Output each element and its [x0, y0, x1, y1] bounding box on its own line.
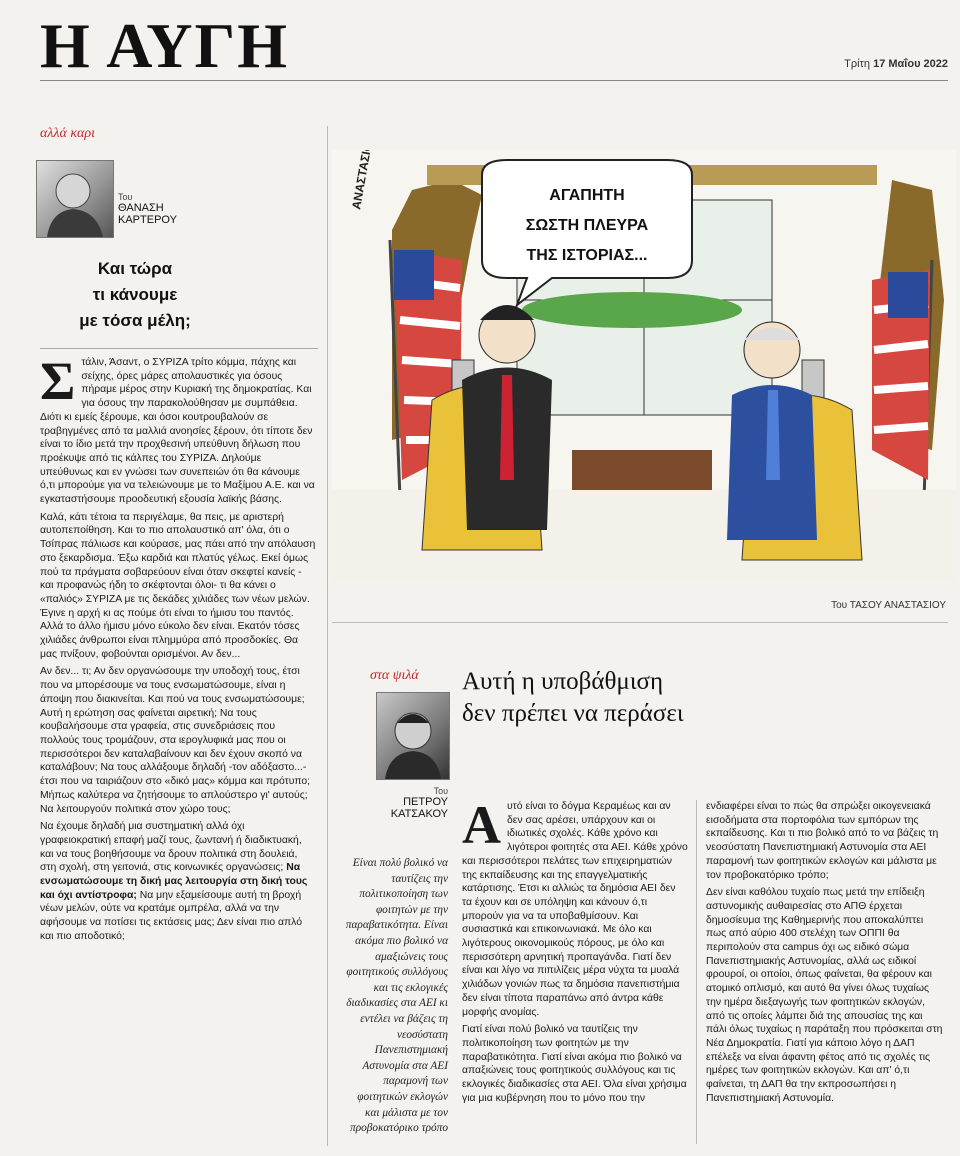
- cartoon-drawing: [332, 150, 956, 582]
- section-divider: [332, 622, 948, 623]
- article-title: [40, 256, 230, 334]
- issue-weekday: Τρίτη: [844, 58, 871, 70]
- paragraph: Καλά, κάτι τέτοια τα περιγέλαμε, θα πεις, με αριστερή αυτοπεποίθηση. Και το πιο απολαυστικό απ' όλα, ότι ο Τσίπρας πάλιωσε και κούρασε, μας πάει από την απόλαυση στο ξεκαρδισμα. Έξω καρδιά και πλατύς γέλως. Εκεί όμως πού τα πράγματα σοβαρεύουν είναι όταν σκεφτεί κανείς - και προφανώς ήδη το σκέφτονται όλοι- τι θα κάνει ο «παλιός» ΣΥΡΙΖΑ με τις δεκάδες χιλιάδες των νέων μελών. Έγινε η αρχή κι ας πούμε ότι είναι το ήμισυ του παντός. Αλλά το άλλο ήμισυ μόνο εύκολο δεν είναι. Εκατόν τόσες χιλιάδες άνθρωποι είναι πλημμύρα από προσδοκίες. Θα μας πνίξουν, φοβούνται ορισμένοι. Αν δεν...: [40, 511, 316, 660]
- paragraph: [40, 820, 316, 943]
- paragraph-text: Να μην εξαμείσουμε αυτή τη βροχή νέων μελών, ούτε να κρατάμε ομπρέλα, αλλά να την αφήσουμε να ποτίσει τις εκτάσεις μας; Δεν είναι πιο απλό και πιο αποδοτικό;: [40, 889, 302, 942]
- author-photo: [376, 692, 450, 780]
- article-title-line-1: Αυτή η υποβάθμιση: [462, 668, 664, 695]
- speech-line-1: ΑΓΑΠΗΤΗ: [549, 187, 625, 204]
- cartoon-credit-name: ΤΑΣΟΥ ΑΝΑΣΤΑΣΙΟΥ: [849, 600, 946, 611]
- byline-last-name: ΚΑΡΤΕΡΟΥ: [118, 214, 177, 226]
- byline-prefix: Του: [118, 192, 133, 202]
- author-photo: [36, 160, 114, 238]
- article-title-line-1: Και τώρα: [97, 259, 173, 278]
- paragraph: [462, 800, 688, 1019]
- column-kicker: στα ψιλά: [370, 668, 419, 683]
- column-rule: [327, 126, 328, 1146]
- article-title-line-2: δεν πρέπει να περάσει: [462, 700, 684, 727]
- speech-line-2: ΣΩΣΤΗ ΠΛΕΥΡΑ: [525, 217, 649, 234]
- byline-first-name: ΠΕΤΡΟΥ: [403, 796, 448, 808]
- speech-line-3: ΤΗΣ ΙΣΤΟΡΙΑΣ...: [526, 247, 648, 264]
- issue-date: [844, 58, 948, 70]
- author-silhouette-icon: [377, 693, 449, 779]
- paragraph-text: τάλιν, Άσαντ, ο ΣΥΡΙΖΑ τρίτο κόμμα, πάχης και σείχης, όρες μάρες απολαυστικές για όσους πήραμε μέρος στην Κυριακή της δημοκρατίας. Και για όσους την παρακολούθησαν με συμπάθεια. Διότι κι εμείς ξέρουμε, και όσοι κουτρουβαλούν σε τραβηγμένες από τα μαλλιά ανοησίες ξέρουν, ότι τίποτε δεν είναι το ίδιο μετά την προχθεσινή υπεύθυνη δήλωση που προέκυψε από τις κάλπες του ΣΥΡΙΖΑ. Δηλούμε υπεύθυνως και εν γνώσει των συνεπειών ότι θα κάνουμε ό,τι μπορούμε για να τελειώνουμε με το Μαξίμου Α.Ε. και να εγκαταστήσουμε προοδευτική εξουσία λαϊκής βάσης.: [40, 357, 315, 506]
- paragraph: Δεν είναι καθόλου τυχαίο πως μετά την επίδειξη αστυνομικής αυθαιρεσίας στο ΑΠΘ έρχεται δημοσίευμα της Καθημερινής που αποκαλύπτει πως από αύριο 400 στελέχη των ΟΠΠΙ θα περιπολούν στα campus όχι ως ειδικό σώμα Πανεπιστημιακής Αστυνομίας, αλλά ως ειδικοί φρουροί, οι οποίοι, όπως φαίνεται, θα φέρουν και ατομικό οπλισμό, και αυτό θα γίνει όλως τυχαίως την ημέρα διεξαγωγής των φοιτητικών εκλογών, από τις οποίες λάμπει διά της απουσίας της και πάλι όλως τυχαίως η παράταξη που πρόσκειται στη Νέα Δημοκρατία. Γιατί για κάποιο λόγο η ΔΑΠ επέλεξε να είναι άφαντη φέτος από τις σχολές τις ημέρες των φοιτητικών εκλογών. Και απ' ό,τι φαίνεται, τη ΔΑΠ θα την εκπροσωπήσει η Πανεπιστημιακή Αστυνομία.: [706, 887, 943, 1104]
- article-title-line-2: τι κάνουμε: [92, 285, 178, 304]
- left-article-body: [40, 356, 316, 1146]
- pull-quote: Είναι πολύ βολικό να ταυτίζεις την πολιτικοποίηση των φοιτητών με την παραβατικότητα. Είναι ακόμα πιο βολικό να αμαξιώνεις τους φοιτητικούς συλλόγους και τις εκλογικές διαδικασίες στα ΑΕΙ κι εντέλει να βάζεις τη νεοσύστατη Πανεπιστημιακή Αστυνομία στα ΑΕΙ παραμονή των φοιτητικών εκλογών και μάλιστα με τον προβοκατόρικο τρόπο: [345, 857, 448, 1135]
- bold-emphasis: Να ενσωματώσουμε τη δική μας λειτουργία στη δική τους και όχι αντίστροφα;: [40, 862, 308, 901]
- paragraph-text: υτό είναι το δόγμα Κεραμέως και αν δεν σας αρέσει, υπάρχουν και οι ιδιωτικές σχολές. Κάθε χρόνο και λιγότεροι φοιτητές στα ΑΕΙ. Κάθε χρόνο και περισσότεροι πελάτες των επιχειρηματιών της εκπαίδευσης και της επαγγελματικής κατάρτισης. Έτσι κι αλλιώς τα δημόσια ΑΕΙ δεν τα έχουν και σε υπόληψη και κάνουν ό,τι μπορούν για να τα υποβαθμίσουν. Και συσιαστικά και επικοινωνιακά. Με όλο και λιγότερους οικονομικούς πόρους, με όλο και περισσότερη αρνητική προπαγάνδα. Γιατί δεν είναι και λίγο να πιπιλίζεις μέρα νύχτα τα μυαλά χιλιάδων γονιών πως τα δημόσια πανεπιστήμια δεν είναι τίποτα παραπάνω από άντρα κάθε μορφής ανομίας.: [462, 801, 688, 1018]
- byline-first-name: ΘΑΝΑΣΗ: [118, 202, 164, 214]
- title-divider: [40, 348, 318, 349]
- article-title-line-3: με τόσα μέλη;: [79, 311, 191, 330]
- paragraph: [40, 356, 316, 507]
- right-article-column-2: [706, 800, 944, 1145]
- cartoon-credit: [831, 600, 946, 611]
- paragraph-text: Να έχουμε δηλαδή μια συστηματική αλλά όχι γραφειοκρατική επαφή μαζί τους, ζωντανή ή διαδικτυακή, και να τους βοηθήσουμε να δρουν πολιτικά στη δουλειά, στη σχολή, στη γειτονιά, στις κοινωνικές οργανώσεις;: [40, 821, 302, 874]
- issue-date-full: 17 Μαΐου 2022: [873, 58, 948, 70]
- cartoon-signature: ΑΝΑΣΤΑΣΙΟΥ: [349, 150, 377, 211]
- dropcap: Σ: [40, 356, 76, 411]
- cartoon-credit-prefix: Του: [831, 600, 848, 611]
- right-article-column-1: [462, 800, 688, 1145]
- column-kicker: αλλά καρι: [40, 126, 96, 141]
- editorial-cartoon: [332, 150, 956, 582]
- paragraph: Αν δεν... τι; Αν δεν οργανώσουμε την υποδοχή τους, έτσι που να μπορέσουμε να τους ενσωματώσουμε, είναι η άποψη που διακινείται. Και πού να τους ενσωματώσουμε; Αυτή η ερώτηση σας φαίνεται αιρετική; Να τους κουβαλήσουμε στα γραφεία, στις συνεδριάσεις που πολλούς τους τρομάζουν, στα ιερογλυφικά μας που οι περισσότεροι δεν καταλαβαίνουν και δεν έχουν σκοπό να καταλάβουν; Να τους αλλάξουμε δηλαδή -τον αδόξαστο...- έτσι που να ταιριάζουν στο «δικό μας» κόμμα και πρότυπο; Μήπως καλύτερα να ζητήσουμε το απλούστερο γι' αυτούς; Να λειτουργούν πολιτικά στον χώρο τους;: [40, 666, 311, 815]
- article-title: [462, 666, 862, 730]
- paragraph: Γιατί είναι πολύ βολικό να ταυτίζεις την πολιτικοποίηση των φοιτητών με την παραβατικότητα. Γιατί είναι ακόμα πιο βολικό να απαξιώνεις τους φοιτητικούς συλλόγους και τις εκλογικές διαδικασίες στα ΑΕΙ. Όλα είναι χρήσιμα για μια κυβέρνηση που το μόνο που την: [462, 1024, 687, 1104]
- newspaper-masthead: Η ΑΥΓΗ: [40, 10, 289, 81]
- author-silhouette-icon: [37, 161, 113, 237]
- column-rule: [696, 800, 697, 1144]
- paragraph: ενδιαφέρει είναι το πώς θα σπρώξει οικογενειακά εισοδήματα στα πορτοφόλια των εμπόρων της εκπαίδευσης. Και τι πιο βολικό από το να βάζεις τη νεοσύστατη Πανεπιστημιακή Αστυνομία στα ΑΕΙ παραμονή των φοιτητικών εκλογών και μάλιστα με τον προβοκατόρικο τρόπο;: [706, 801, 939, 881]
- byline-last-name: ΚΑΤΣΑΚΟΥ: [390, 808, 448, 820]
- masthead-divider: [40, 80, 948, 81]
- dropcap: Α: [462, 800, 501, 855]
- byline-prefix: Του: [433, 786, 448, 796]
